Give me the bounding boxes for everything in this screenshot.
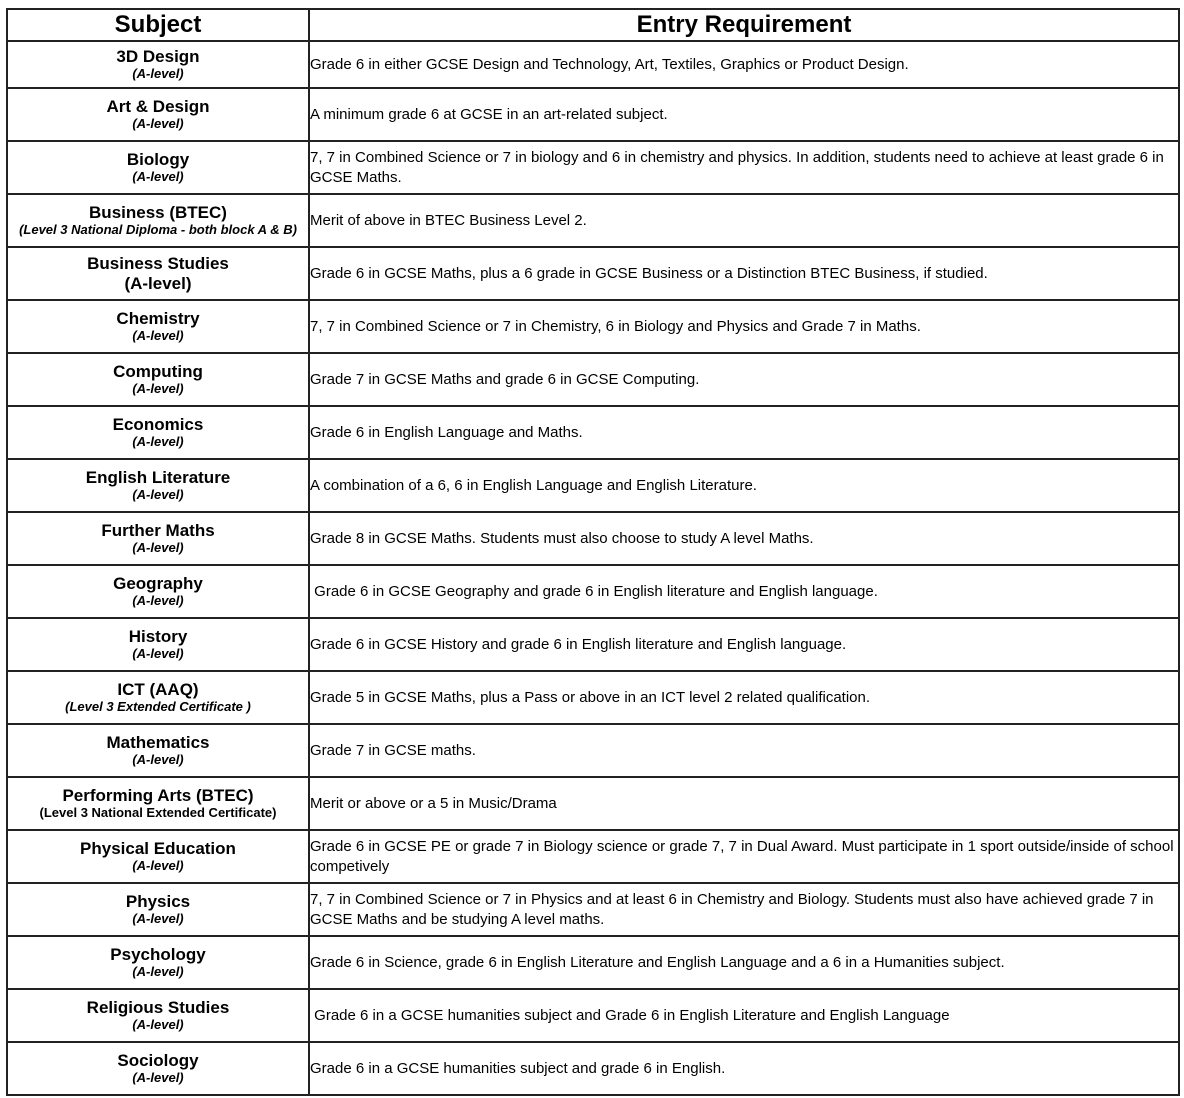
table-row [7,141,1179,194]
requirement-cell: Merit of above in BTEC Business Level 2. [309,194,1179,247]
subject-level: (A-level) [132,592,184,608]
subject-cell [7,353,309,406]
subject-level: (A-level) [132,380,184,396]
subject-name: Sociology [117,1051,199,1071]
subject-name: Chemistry [116,309,200,329]
requirement-cell: Merit or above or a 5 in Music/Drama [309,777,1179,830]
requirement-cell: Grade 7 in GCSE maths. [309,724,1179,777]
requirement-cell: Grade 7 in GCSE Maths and grade 6 in GCSE Computing. [309,353,1179,406]
requirement-cell: Grade 6 in GCSE Maths, plus a 6 grade in GCSE Business or a Distinction BTEC Business, if studied. [309,247,1179,300]
table-row [7,353,1179,406]
subject-name: Mathematics [106,733,210,753]
table-row [7,459,1179,512]
subject-name: Physics [125,892,191,912]
subject-level: (Level 3 Extended Certificate ) [65,698,251,714]
subject-name: Business (BTEC) [89,203,227,223]
subject-cell [7,512,309,565]
subject-level: (A-level) [132,168,184,184]
subject-cell [7,459,309,512]
requirement-cell: Grade 6 in GCSE PE or grade 7 in Biology science or grade 7, 7 in Dual Award. Must participate in 1 sport outside/inside of school competively [309,830,1179,883]
table-row [7,406,1179,459]
subject-name: Business Studies [87,253,229,273]
subject-cell [7,88,309,141]
subject-cell [7,247,309,300]
subject-level: (A-level) [132,433,184,449]
subject-name: History [128,627,188,647]
table-header-row [7,9,1179,41]
requirement-cell: Grade 6 in Science, grade 6 in English Literature and English Language and a 6 in a Humanities subject. [309,936,1179,989]
subject-name: Biology [126,150,190,170]
subject-name: Psychology [110,945,206,965]
entry-requirements-table [6,8,1180,1096]
requirement-cell: 7, 7 in Combined Science or 7 in Physics and at least 6 in Chemistry and Biology. Students must also have achieved grade 7 in GCSE Maths and be studying A level maths. [309,883,1179,936]
table-row [7,512,1179,565]
requirement-cell: Grade 6 in a GCSE humanities subject and grade 6 in English. [309,1042,1179,1095]
subject-cell [7,936,309,989]
requirement-cell: Grade 5 in GCSE Maths, plus a Pass or above in an ICT level 2 related qualification. [309,671,1179,724]
table-row [7,936,1179,989]
subject-cell [7,194,309,247]
subject-level: (A-level) [132,65,184,81]
table-row [7,88,1179,141]
table-row [7,724,1179,777]
subject-cell [7,989,309,1042]
requirement-cell: Grade 8 in GCSE Maths. Students must also choose to study A level Maths. [309,512,1179,565]
subject-name: Geography [113,574,203,594]
table-row [7,247,1179,300]
subject-cell [7,618,309,671]
subject-column-header: Subject [7,9,309,41]
table-row [7,565,1179,618]
table-row [7,830,1179,883]
subject-level: (A-level) [132,857,184,873]
subject-level: (A-level) [132,1069,184,1085]
subject-name: Computing [113,362,203,382]
subject-cell [7,406,309,459]
subject-cell [7,565,309,618]
subject-level: (A-level) [132,645,184,661]
subject-name: Art & Design [106,97,210,117]
requirement-cell: Grade 6 in English Language and Maths. [309,406,1179,459]
table-row [7,883,1179,936]
table-row [7,300,1179,353]
subject-name: Performing Arts (BTEC) [62,786,254,806]
requirement-cell: Grade 6 in either GCSE Design and Technology, Art, Textiles, Graphics or Product Design. [309,41,1179,88]
subject-cell [7,41,309,88]
requirement-cell: Grade 6 in a GCSE humanities subject and Grade 6 in English Literature and English Language [309,989,1179,1042]
subject-name: English Literature [85,468,231,488]
requirement-cell: 7, 7 in Combined Science or 7 in Chemistry, 6 in Biology and Physics and Grade 7 in Maths. [309,300,1179,353]
subject-level: (A-level) [132,963,184,979]
subject-cell [7,830,309,883]
table-row [7,618,1179,671]
subject-level: (A-level) [132,751,184,767]
subject-name: Economics [112,415,204,435]
table-row [7,194,1179,247]
subject-level: (A-level) [132,115,184,131]
table-row [7,671,1179,724]
subject-level: (A-level) [132,539,184,555]
subject-level: (A-level) [132,486,184,502]
subject-cell [7,1042,309,1095]
subject-level: (A-level) [132,327,184,343]
subject-name: Further Maths [101,521,215,541]
subject-cell [7,883,309,936]
subject-name: Physical Education [80,839,236,859]
requirement-cell: 7, 7 in Combined Science or 7 in biology and 6 in chemistry and physics. In addition, students need to achieve at least grade 6 in GCSE Maths. [309,141,1179,194]
table-row [7,41,1179,88]
subject-cell [7,300,309,353]
subject-cell [7,777,309,830]
subject-name: 3D Design [116,47,200,67]
requirement-cell: A minimum grade 6 at GCSE in an art-related subject. [309,88,1179,141]
subject-name: ICT (AAQ) [117,680,199,700]
requirement-cell: A combination of a 6, 6 in English Language and English Literature. [309,459,1179,512]
table-row [7,1042,1179,1095]
requirement-cell: Grade 6 in GCSE History and grade 6 in English literature and English language. [309,618,1179,671]
subject-cell [7,141,309,194]
table-row [7,777,1179,830]
requirement-cell: Grade 6 in GCSE Geography and grade 6 in English literature and English language. [309,565,1179,618]
subject-cell [7,671,309,724]
subject-name: Religious Studies [86,998,230,1018]
subject-level: (Level 3 National Diploma - both block A & B) [19,221,297,237]
subject-level: (A-level) [124,273,192,293]
subject-cell [7,724,309,777]
subject-level: (Level 3 National Extended Certificate) [39,804,277,820]
table-row [7,989,1179,1042]
requirement-column-header: Entry Requirement [309,9,1179,41]
subject-level: (A-level) [132,910,184,926]
subject-level: (A-level) [132,1016,184,1032]
